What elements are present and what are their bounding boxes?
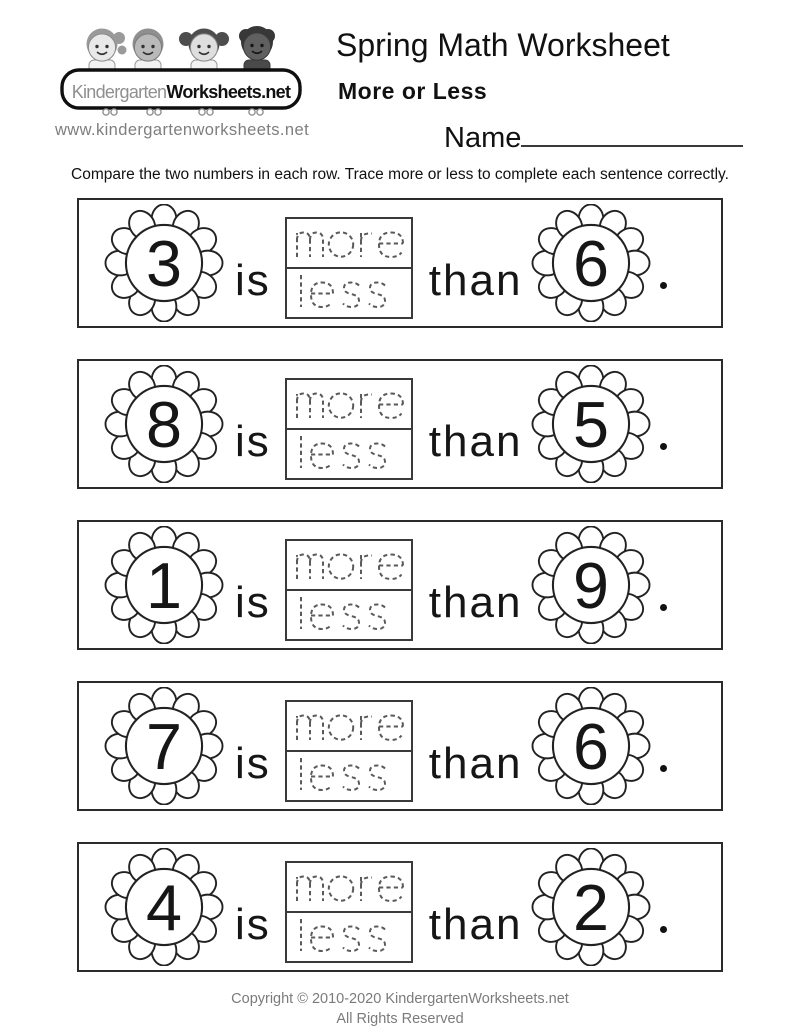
instructions-text: Compare the two numbers in each row. Trace more or less to complete each sentence correctly. <box>71 166 729 183</box>
logo-kids-icon <box>56 8 306 120</box>
right-number: 2 <box>573 870 610 944</box>
trace-more-cell <box>287 380 411 430</box>
word-than: than <box>428 900 523 949</box>
right-number: 6 <box>573 226 610 300</box>
left-number: 8 <box>146 387 182 461</box>
sentence-period <box>660 443 667 450</box>
flower-icon <box>528 687 654 805</box>
flower-icon <box>528 848 654 966</box>
word-than: than <box>428 417 523 466</box>
trace-more-cell <box>287 219 411 269</box>
sentence-period <box>660 765 667 772</box>
flower-icon <box>528 365 654 483</box>
flower-icon <box>101 204 227 322</box>
trace-word-more <box>287 541 411 589</box>
trace-word-more <box>287 863 411 911</box>
sentence-period <box>660 604 667 611</box>
word-is: is <box>235 900 271 949</box>
flower-icon <box>101 687 227 805</box>
flower-icon <box>101 365 227 483</box>
trace-word-less <box>287 269 411 317</box>
trace-word-more <box>287 219 411 267</box>
sentence-period <box>660 282 667 289</box>
worksheet-row <box>77 359 723 489</box>
trace-word-more <box>287 380 411 428</box>
worksheet-row <box>77 198 723 328</box>
logo-brand-prefix: Kindergarten <box>71 82 167 102</box>
trace-word-less <box>287 430 411 478</box>
rows <box>77 198 723 972</box>
flower-icon <box>528 526 654 644</box>
page-title: Spring Math Worksheet <box>336 27 670 63</box>
logo-brand-suffix: Worksheets.net <box>166 82 291 102</box>
trace-box <box>285 861 413 963</box>
left-number: 4 <box>146 870 182 944</box>
trace-less-cell <box>287 430 411 478</box>
trace-box <box>285 378 413 480</box>
trace-more-cell <box>287 863 411 913</box>
flower-icon <box>101 526 227 644</box>
right-number: 5 <box>573 387 610 461</box>
sentence-period <box>660 926 667 933</box>
name-line <box>444 122 743 155</box>
trace-more-cell <box>287 541 411 591</box>
left-number: 3 <box>146 226 182 300</box>
word-than: than <box>428 578 523 627</box>
word-is: is <box>235 417 271 466</box>
page-subtitle: More or Less <box>338 78 488 104</box>
word-than: than <box>428 256 523 305</box>
svg-text:KindergartenWorksheets.net <box>72 82 291 102</box>
footer <box>0 990 800 1029</box>
worksheet-row <box>77 520 723 650</box>
trace-box <box>285 217 413 319</box>
name-blank-line <box>521 145 743 148</box>
trace-less-cell <box>287 752 411 800</box>
trace-less-cell <box>287 269 411 317</box>
word-is: is <box>235 739 271 788</box>
logo-url: www.kindergartenworksheets.net <box>54 121 310 139</box>
right-number: 9 <box>573 548 610 622</box>
word-than: than <box>428 739 523 788</box>
worksheet-row <box>77 842 723 972</box>
left-number: 1 <box>146 548 182 622</box>
trace-box <box>285 539 413 641</box>
right-number: 6 <box>573 709 610 783</box>
trace-word-less <box>287 591 411 639</box>
name-label: Name <box>444 122 522 154</box>
trace-word-less <box>287 752 411 800</box>
trace-box <box>285 700 413 802</box>
footer-rights: All Rights Reserved <box>336 1010 464 1027</box>
flower-icon <box>101 848 227 966</box>
flower-icon <box>528 204 654 322</box>
word-is: is <box>235 256 271 305</box>
trace-less-cell <box>287 913 411 961</box>
trace-word-less <box>287 913 411 961</box>
trace-more-cell <box>287 702 411 752</box>
trace-less-cell <box>287 591 411 639</box>
word-is: is <box>235 578 271 627</box>
worksheet-row <box>77 681 723 811</box>
trace-word-more <box>287 702 411 750</box>
footer-copyright: Copyright © 2010-2020 KindergartenWorksheets.net <box>231 991 569 1007</box>
left-number: 7 <box>146 709 182 783</box>
